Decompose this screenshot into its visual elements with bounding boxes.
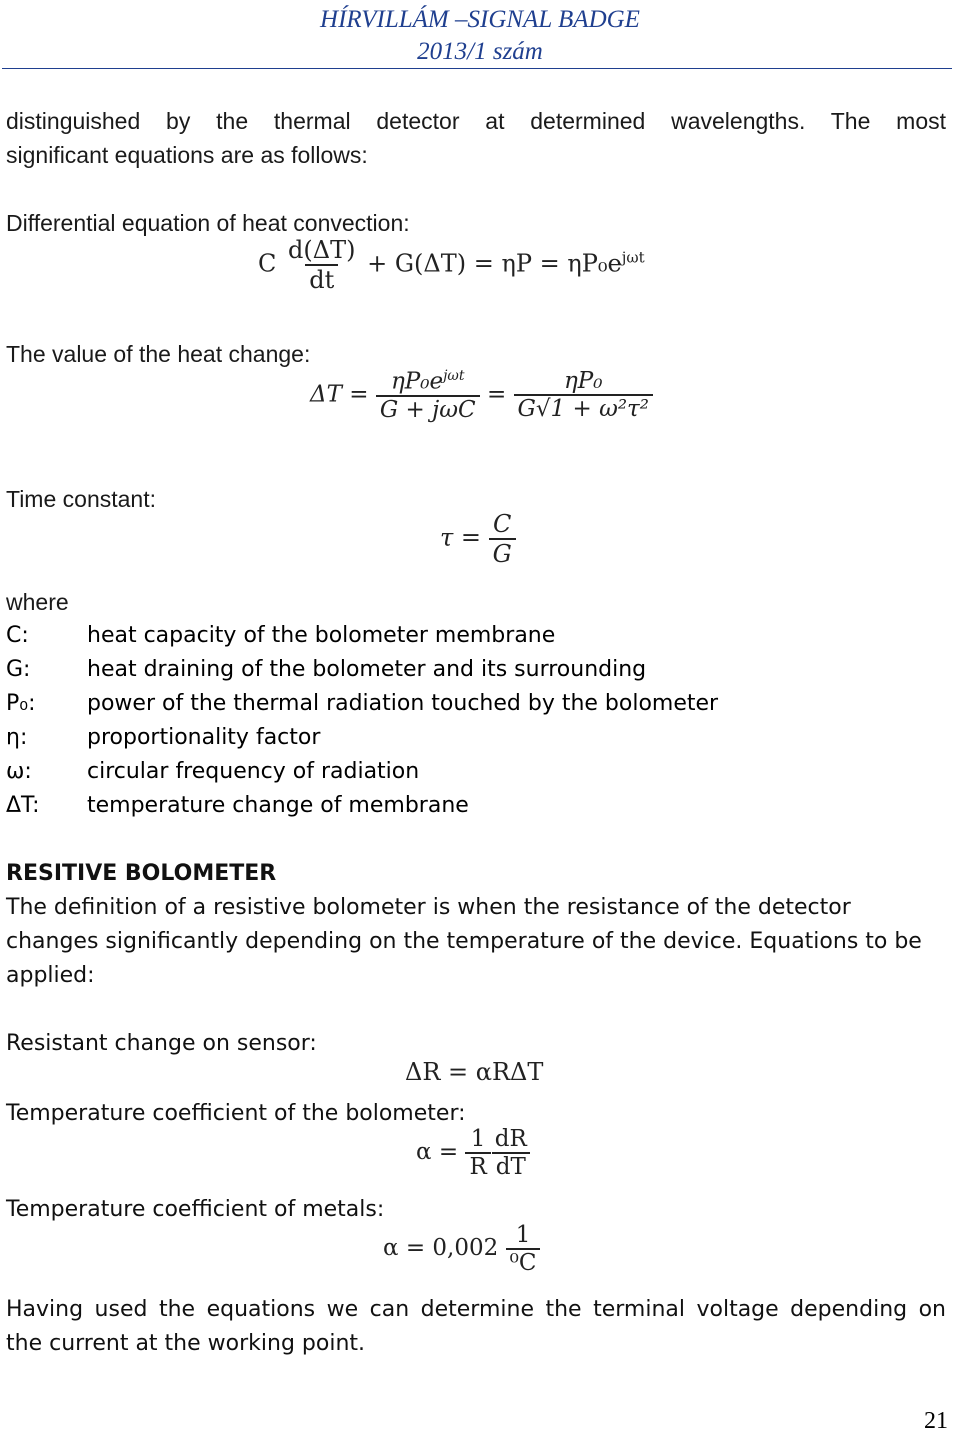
temp-coeff-bolometer-label: Temperature coefficient of the bolometer: [6,1101,466,1126]
definition-value: heat capacity of the bolometer membrane [87,623,556,648]
time-constant-label: Time constant: [6,486,156,512]
eq5-numerator-1: 1 [470,1126,486,1152]
definition-key: G: [6,657,31,682]
where-label: where [6,589,69,615]
eq6-numerator: 1 [515,1222,531,1248]
page-number: 21 [924,1408,948,1434]
eq5-fraction-1 [465,1126,490,1180]
eq1-c: C [258,249,277,278]
eq3-numerator: C [493,510,512,538]
eq2-fraction-1 [376,368,480,423]
eq1-numerator: d(ΔT) [288,236,356,264]
heat-convection-label: Differential equation of heat convection: [6,210,410,236]
eq3-denominator: G [489,538,516,568]
eq1-superscript: jωt [621,248,645,267]
eq2-equals: = [486,381,507,408]
eq5-denominator-2: dT [492,1152,530,1180]
eq6-fraction [506,1222,541,1276]
eq2-denominator-1: G + jωC [376,395,480,423]
resistant-change-label: Resistant change on sensor: [6,1031,317,1056]
eq3-fraction [489,510,516,568]
eq2-fraction-2 [514,368,653,422]
definition-key: η: [6,725,28,750]
conclusion-line-2: the current at the working point. [6,1331,366,1356]
eq2-denominator-2: G√1 + ω²τ² [514,394,653,422]
header-rule [2,68,952,69]
section-heading: RESITIVE BOLOMETER [6,861,277,886]
eq5-denominator-1: R [465,1152,490,1180]
running-header [0,4,960,68]
eq2-superscript: jωt [443,368,465,384]
resistive-line-2: changes significantly depending on the temperature of the device. Equations to be [6,929,922,954]
equation-temp-coeff-metals [383,1222,540,1276]
equation-heat-convection [258,236,645,294]
resistive-line-3: applied: [6,963,95,988]
eq1-rest: + G(ΔT) = ηP = ηP₀e [367,249,622,278]
eq2-numerator-2: ηP₀ [564,368,603,395]
definition-value: temperature change of membrane [87,793,469,818]
temp-coeff-metals-label: Temperature coefficient of metals: [6,1197,385,1222]
header-title: HÍRVILLÁM –SIGNAL BADGE [320,6,640,33]
definition-key: ω: [6,759,32,784]
equation-temp-coeff-bolometer [416,1126,531,1180]
conclusion-line-1: Having used the equations we can determine the terminal voltage depending on [6,1297,946,1322]
eq5-lhs: α = [416,1139,459,1165]
definition-value: proportionality factor [87,725,321,750]
definition-key: ΔT: [6,793,40,818]
equation-time-constant [440,510,516,568]
definition-value: power of the thermal radiation touched by the bolometer [87,691,719,716]
equation-heat-change [310,368,653,423]
definition-value: circular frequency of radiation [87,759,420,784]
eq5-fraction-2 [491,1126,531,1180]
eq5-numerator-2: dR [494,1126,527,1152]
eq6-denominator: ⁰C [506,1248,541,1276]
intro-line-2: significant equations are as follows: [6,142,368,168]
resistive-line-1: The definition of a resistive bolometer is when the resistance of the detector [6,895,851,920]
header-issue: 2013/1 szám [417,38,543,65]
eq6-lhs: α = 0,002 [383,1235,499,1261]
heat-change-label: The value of the heat change: [6,341,311,367]
equation-resistant-change: ΔR = αRΔT [405,1058,544,1086]
eq2-lhs: ΔT = [310,381,369,408]
definition-key: C: [6,623,29,648]
eq3-lhs: τ = [440,523,482,552]
eq1-denominator: dt [305,264,338,294]
eq2-numerator-1: ηP₀e [391,368,444,395]
intro-line-1: distinguished by the thermal detector at determined wavelengths. The most [6,108,946,134]
definition-value: heat draining of the bolometer and its surrounding [87,657,647,682]
eq1-fraction [284,236,359,294]
definition-key: P₀: [6,691,36,716]
